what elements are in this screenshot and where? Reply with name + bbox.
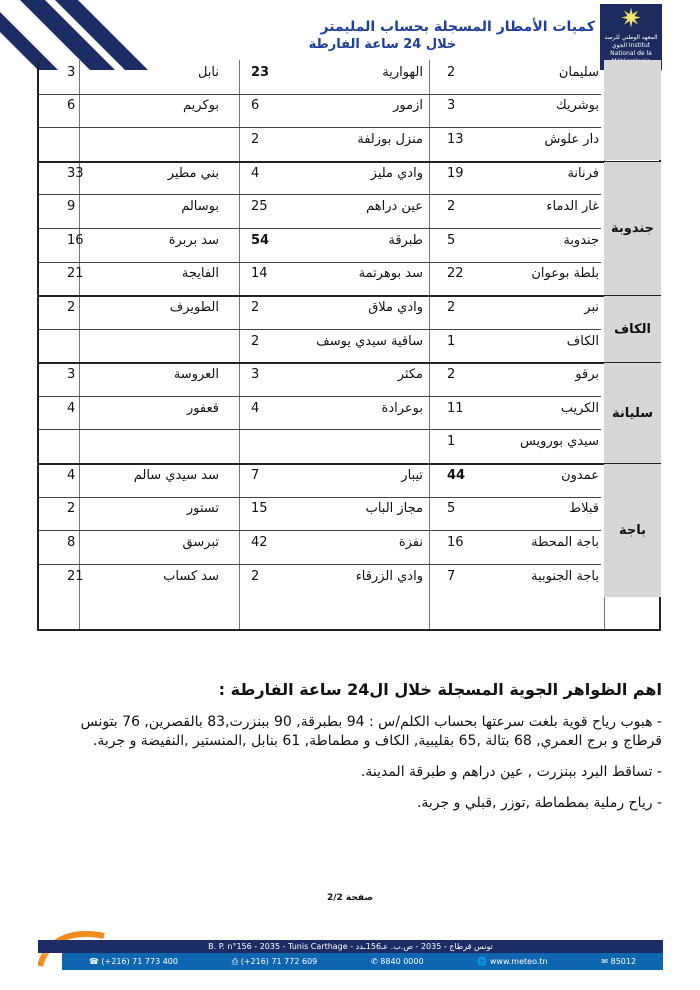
footer-sms: ✉ 85012 xyxy=(601,957,637,966)
rainfall-value: 4 xyxy=(251,400,260,416)
station-name: العروسة xyxy=(173,367,219,383)
sun-star-icon: ✷ xyxy=(620,4,642,34)
station-name: تبرسق xyxy=(182,535,219,551)
rainfall-value: 7 xyxy=(251,467,260,483)
rainfall-value: 6 xyxy=(251,98,260,114)
station-name: دار علوش xyxy=(544,131,599,147)
station-name: وادي ملاق xyxy=(368,299,423,315)
station-name: برقو xyxy=(575,367,599,383)
station-name: نابل xyxy=(197,64,219,80)
rainfall-value: 13 xyxy=(447,131,464,147)
column-divider xyxy=(239,60,240,629)
rainfall-value: 14 xyxy=(251,266,268,282)
station-name: تستور xyxy=(186,501,219,517)
rainfall-value: 4 xyxy=(67,400,76,416)
page-title xyxy=(200,18,595,53)
station-name: ازمور xyxy=(393,98,423,114)
station-name: باجة المحطة xyxy=(531,535,599,551)
station-name: نفزة xyxy=(398,535,423,551)
station-name: سد بوهرتمة xyxy=(358,266,423,282)
rainfall-value: 2 xyxy=(251,299,260,315)
rainfall-value: 44 xyxy=(447,467,466,483)
station-name: جندوبة xyxy=(563,232,599,248)
station-name: مجاز الباب xyxy=(365,501,423,517)
rainfall-value: 22 xyxy=(447,266,464,282)
row-divider xyxy=(39,127,601,128)
title-line-1: كميات الأمطار المسجلة بحساب المليمتر xyxy=(320,19,595,35)
rainfall-value: 16 xyxy=(447,535,464,551)
title-line-2: خلال 24 ساعة الفارطة xyxy=(308,37,457,52)
row-divider xyxy=(39,497,601,498)
rainfall-value: 5 xyxy=(447,232,456,248)
station-name: بوشريك xyxy=(556,98,599,114)
rainfall-value: 1 xyxy=(447,333,456,349)
station-name: غار الدماء xyxy=(546,199,599,215)
row-divider xyxy=(39,194,601,195)
footer-phone: ☎ (+216) 71 773 400 xyxy=(88,957,178,966)
rainfall-value: 11 xyxy=(447,400,464,416)
rainfall-value: 4 xyxy=(251,165,260,181)
row-divider xyxy=(39,362,659,364)
station-name: الفايجة xyxy=(181,266,219,282)
station-name: سد بربرة xyxy=(168,232,219,248)
station-name: باجة الجنوبية xyxy=(531,568,599,584)
station-name: فرنانة xyxy=(567,165,599,181)
station-name: عمدون xyxy=(561,467,599,483)
row-divider xyxy=(39,295,659,297)
rainfall-value: 15 xyxy=(251,501,268,517)
rainfall-value: 1 xyxy=(447,434,456,450)
row-divider xyxy=(39,94,601,95)
rainfall-value: 3 xyxy=(251,367,260,383)
rainfall-value: 33 xyxy=(67,165,84,181)
governorate-label xyxy=(604,60,661,160)
footer-address-bar: B. P. n°156 - 2035 - Tunis Carthage - تونس قرطاج - 2035 - ص.ب. عـ156ـدد xyxy=(38,940,663,953)
weather-phenomena-section xyxy=(40,680,662,825)
rainfall-value: 2 xyxy=(251,131,260,147)
rainfall-value: 2 xyxy=(447,199,456,215)
station-name: الطويرف xyxy=(169,299,219,315)
station-name: مكثر xyxy=(397,367,423,383)
station-name: بوكريم xyxy=(183,98,219,114)
governorate-label: باجة xyxy=(604,464,661,597)
rainfall-value: 19 xyxy=(447,165,464,181)
rainfall-value: 23 xyxy=(251,64,270,80)
station-name: الكريب xyxy=(560,400,599,416)
rainfall-value: 3 xyxy=(67,367,76,383)
row-divider xyxy=(39,564,601,565)
rainfall-value: 3 xyxy=(67,64,76,80)
rainfall-value: 2 xyxy=(251,568,260,584)
station-name: بني مطير xyxy=(167,165,219,181)
phenomena-item: - تساقط البرد ببنزرت , عين دراهم و طبرقة المدينة. xyxy=(360,764,662,780)
column-divider xyxy=(429,60,430,629)
rainfall-value: 2 xyxy=(447,367,456,383)
station-name: بوعرادة xyxy=(381,400,423,416)
rainfall-table xyxy=(37,60,661,631)
rainfall-value: 2 xyxy=(67,501,76,517)
rainfall-value: 21 xyxy=(67,568,84,584)
station-name: نبر xyxy=(584,299,599,315)
row-divider xyxy=(39,396,601,397)
phenomena-heading: اهم الظواهر الجوية المسجلة خلال ال24 ساعة الفارطة : xyxy=(218,680,662,699)
row-divider xyxy=(39,530,601,531)
rainfall-value: 2 xyxy=(447,64,456,80)
station-name: تيبار xyxy=(401,467,423,483)
rainfall-value: 42 xyxy=(251,535,268,551)
phenomena-item: - رياح رملية بمطماطة ,توزر ,قبلي و جربة. xyxy=(416,795,662,811)
page-number: صفحة 2/2 xyxy=(326,893,374,903)
row-divider xyxy=(39,161,659,163)
station-name: ساقية سيدي يوسف xyxy=(316,333,423,349)
station-name: وادي الزرقاء xyxy=(355,568,423,584)
row-divider xyxy=(39,429,601,430)
station-name: بلطة بوعوان xyxy=(531,266,599,282)
station-name: قعفور xyxy=(186,400,219,416)
rainfall-value: 9 xyxy=(67,199,76,215)
station-name: سد سيدي سالم xyxy=(133,467,219,483)
station-name: منزل بوزلفة xyxy=(357,131,423,147)
row-divider xyxy=(39,262,601,263)
station-name: سيدي بورويس xyxy=(519,434,599,450)
rainfall-value: 3 xyxy=(447,98,456,114)
station-name: عين دراهم xyxy=(366,199,423,215)
rainfall-value: 2 xyxy=(251,333,260,349)
rainfall-value: 25 xyxy=(251,199,268,215)
governorate-label: الكاف xyxy=(604,296,661,362)
phenomena-item: - هبوب رياح قوية بلغت سرعتها بحساب الكلم/س : 94 بطبرقة, 90 ببنزرت,83 بالقصرين, 76 بتونس قرطاج و برج العمري, 68 بتالة ,65 بقليبية, الكاف و مطماطة, 61 بنابل ,المنستير ,النفيضة و جربة. xyxy=(80,714,662,749)
station-name: سد كساب xyxy=(163,568,219,584)
governorate-label: سليانة xyxy=(604,363,661,463)
station-name: وادي مليز xyxy=(370,165,423,181)
station-name: قبلاط xyxy=(569,501,599,517)
footer-contact-bar xyxy=(62,953,663,970)
logo-caption: المعهد الوطني للرصد الجوي Institut National de la xyxy=(604,34,658,57)
rainfall-value: 4 xyxy=(67,467,76,483)
rainfall-value: 16 xyxy=(67,232,84,248)
station-name: سليمان xyxy=(558,64,599,80)
rainfall-value: 2 xyxy=(67,299,76,315)
station-name: الكاف xyxy=(566,333,599,349)
footer-fax: ⎙ (+216) 71 772 609 xyxy=(231,957,318,966)
column-divider xyxy=(79,60,80,629)
rainfall-value: 21 xyxy=(67,266,84,282)
station-name: الهوارية xyxy=(382,64,423,80)
governorate-label: جندوبة xyxy=(604,162,661,295)
station-name: بوسالم xyxy=(181,199,219,215)
rainfall-value: 7 xyxy=(447,568,456,584)
rainfall-value: 5 xyxy=(447,501,456,517)
rainfall-value: 54 xyxy=(251,232,270,248)
station-name: طبرقة xyxy=(388,232,423,248)
footer-toll: ✆ 8840 0000 xyxy=(371,957,424,966)
rainfall-value: 8 xyxy=(67,535,76,551)
row-divider xyxy=(39,228,601,229)
footer-web: 🌐 www.meteo.tn xyxy=(477,957,548,966)
rainfall-value: 6 xyxy=(67,98,76,114)
rainfall-value: 2 xyxy=(447,299,456,315)
